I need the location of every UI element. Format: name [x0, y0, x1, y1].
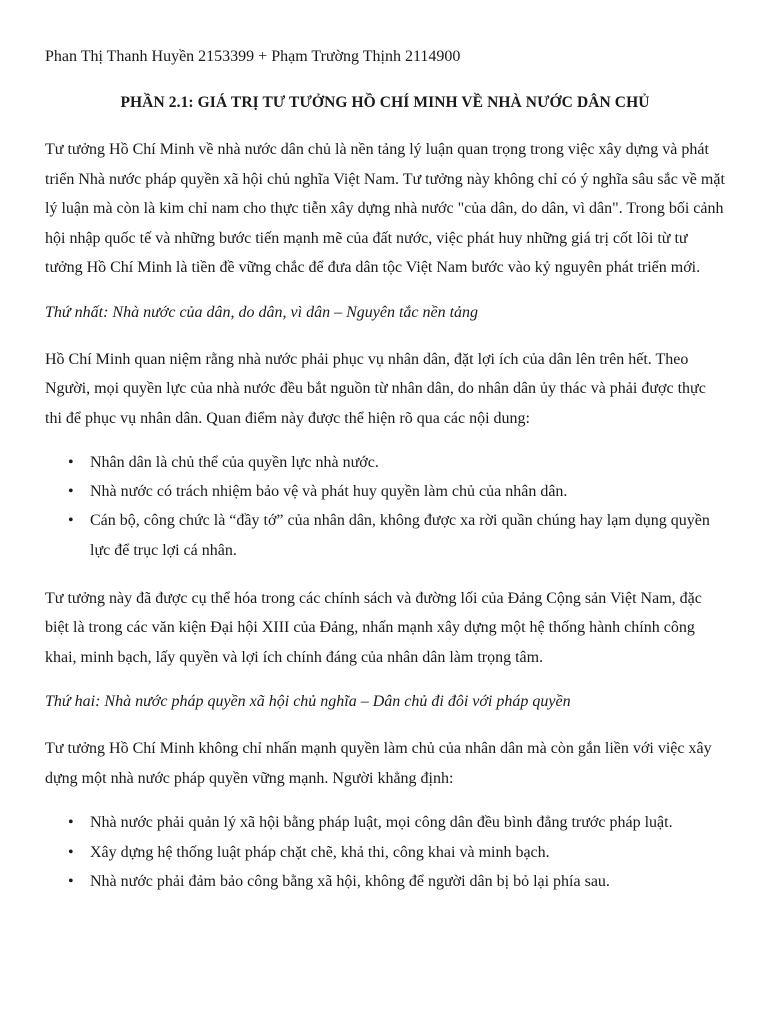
document-page: [45, 44, 725, 896]
list-item: [68, 477, 725, 506]
intro-paragraph: Tư tưởng Hồ Chí Minh về nhà nước dân chủ là nền tảng lý luận quan trọng trong việc xây dựng và phát triển Nhà nước pháp quyền xã hội chủ nghĩa Việt Nam. Tư tưởng này không chỉ có ý nghĩa sâu sắc về mặt lý luận mà còn là kim chỉ nam cho thực tiễn xây dựng nhà nước "của dân, do dân, vì dân". Trong bối cảnh hội nhập quốc tế và những bước tiến mạnh mẽ của đất nước, việc phát huy những giá trị cốt lõi từ tư tưởng Hồ Chí Minh là tiền đề vững chắc để đưa dân tộc Việt Nam bước vào kỷ nguyên phát triển mới.: [45, 141, 725, 276]
section2-heading: Thứ hai: Nhà nước pháp quyền xã hội chủ nghĩa – Dân chủ đi đôi với pháp quyền: [45, 693, 571, 711]
list-item-text: Xây dựng hệ thống luật pháp chặt chẽ, khả thi, công khai và minh bạch.: [90, 843, 550, 861]
bullet-icon: •: [68, 512, 74, 530]
list-item-text: Nhân dân là chủ thể của quyền lực nhà nước.: [90, 454, 379, 471]
section1-paragraph-2: Tư tưởng này đã được cụ thể hóa trong các chính sách và đường lối của Đảng Cộng sản Việt Nam, đặc biệt là trong các văn kiện Đại hội XIII của Đảng, nhấn mạnh xây dựng một hệ thống hành chính công khai, minh bạch, lấy quyền và lợi ích chính đáng của nhân dân làm trọng tâm.: [45, 589, 702, 666]
list-item-text: Nhà nước phải đảm bảo công bằng xã hội, không để người dân bị bỏ lại phía sau.: [90, 872, 610, 890]
bullet-icon: •: [68, 454, 74, 471]
bullet-icon: •: [68, 814, 74, 832]
section1-heading: Thứ nhất: Nhà nước của dân, do dân, vì dân – Nguyên tắc nền tảng: [45, 303, 479, 321]
list-item-text: Cán bộ, công chức là “đầy tớ” của nhân dân, không được xa rời quần chúng hay lạm dụng quyền lực để trục lợi cá nhân.: [90, 512, 710, 559]
list-item-text: Nhà nước phải quản lý xã hội bằng pháp luật, mọi công dân đều bình đẳng trước pháp luật.: [90, 814, 673, 832]
list-item: [68, 506, 725, 564]
section1-bullet-list: [45, 448, 725, 565]
bullet-icon: •: [68, 843, 74, 861]
section1-paragraph-1: Hồ Chí Minh quan niệm rằng nhà nước phải phục vụ nhân dân, đặt lợi ích của dân lên trên hết. Theo Người, mọi quyền lực của nhà nước đều bắt nguồn từ nhân dân, do nhân dân ủy thác và phải được thực thi để phục vụ nhân dân. Quan điểm này được thể hiện rõ qua các nội dung:: [45, 350, 706, 427]
list-item: [68, 448, 725, 477]
bullet-icon: •: [68, 483, 74, 501]
list-item: [68, 808, 725, 837]
list-item: [68, 838, 725, 867]
bullet-icon: •: [68, 872, 74, 890]
list-item: [68, 867, 725, 896]
section-title: PHẦN 2.1: GIÁ TRỊ TƯ TƯỞNG HỒ CHÍ MINH VỀ NHÀ NƯỚC DÂN CHỦ: [120, 94, 650, 111]
list-item-text: Nhà nước có trách nhiệm bảo vệ và phát huy quyền làm chủ của nhân dân.: [90, 483, 568, 501]
section2-bullet-list: [45, 808, 725, 896]
authors-line: Phan Thị Thanh Huyền 2153399 + Phạm Trường Thịnh 2114900: [45, 48, 461, 65]
section2-paragraph-1: Tư tưởng Hồ Chí Minh không chỉ nhấn mạnh quyền làm chủ của nhân dân mà còn gắn liền với việc xây dựng một nhà nước pháp quyền vững mạnh. Người khẳng định:: [45, 740, 712, 787]
